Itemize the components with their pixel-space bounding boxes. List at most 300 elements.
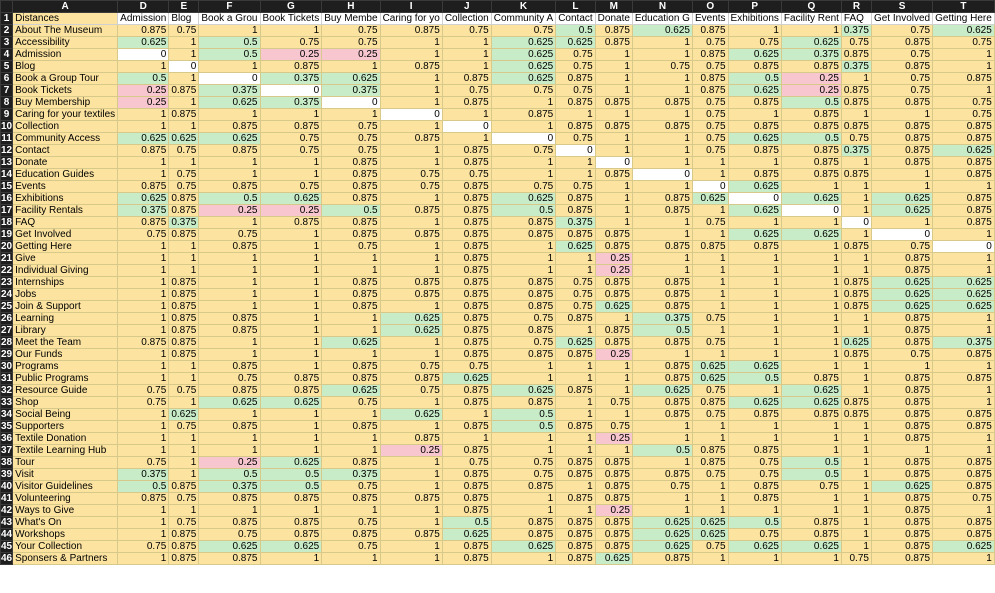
row-label-cell[interactable]: Social Being — [13, 409, 118, 421]
distance-cell[interactable]: 0.75 — [871, 25, 932, 37]
row-header[interactable]: 17 — [1, 205, 13, 216]
distance-cell[interactable]: 1 — [841, 181, 871, 193]
row-label-cell[interactable]: Community Access — [13, 133, 118, 145]
distance-cell[interactable]: 0.75 — [260, 37, 322, 49]
distance-cell[interactable]: 1 — [871, 169, 932, 181]
distance-cell[interactable]: 0.875 — [595, 337, 632, 349]
distance-cell[interactable]: 0 — [118, 49, 169, 61]
distance-cell[interactable]: 0.625 — [692, 361, 728, 373]
distance-cell[interactable]: 0.75 — [322, 481, 380, 493]
distance-cell[interactable]: 0.5 — [632, 445, 692, 457]
distance-cell[interactable]: 0.25 — [781, 85, 841, 97]
row-label-cell[interactable]: Resource Guide — [13, 385, 118, 397]
distance-cell[interactable]: 0.875 — [442, 97, 491, 109]
distance-cell[interactable]: 0.875 — [491, 217, 555, 229]
distance-cell[interactable]: 0.875 — [260, 61, 322, 73]
distance-cell[interactable]: 0.875 — [380, 61, 442, 73]
distance-cell[interactable]: 0.75 — [491, 181, 555, 193]
distance-cell[interactable]: 1 — [118, 529, 169, 541]
distance-cell[interactable]: 0.75 — [841, 133, 871, 145]
distance-cell[interactable]: 0.875 — [933, 373, 995, 385]
distance-cell[interactable]: 0.75 — [322, 37, 380, 49]
distance-cell[interactable]: 1 — [322, 445, 380, 457]
header-cell[interactable]: Events — [692, 13, 728, 25]
column-header-l[interactable]: L — [556, 1, 595, 13]
distance-cell[interactable]: 0.75 — [692, 313, 728, 325]
distance-cell[interactable]: 1 — [199, 265, 260, 277]
distance-cell[interactable]: 1 — [260, 361, 322, 373]
distance-cell[interactable]: 0.5 — [556, 25, 595, 37]
distance-cell[interactable]: 1 — [556, 397, 595, 409]
distance-cell[interactable]: 0.625 — [841, 337, 871, 349]
distance-cell[interactable]: 0.875 — [781, 121, 841, 133]
distance-cell[interactable]: 0.875 — [692, 445, 728, 457]
distance-cell[interactable]: 0.875 — [442, 421, 491, 433]
distance-cell[interactable]: 0.875 — [595, 541, 632, 553]
row-header[interactable]: 33 — [1, 397, 13, 408]
distance-cell[interactable]: 0.875 — [728, 481, 781, 493]
distance-cell[interactable]: 0.375 — [841, 145, 871, 157]
distance-cell[interactable]: 0.625 — [322, 337, 380, 349]
distance-cell[interactable]: 0.5 — [632, 325, 692, 337]
distance-cell[interactable]: 0.875 — [841, 85, 871, 97]
distance-cell[interactable]: 0.75 — [322, 517, 380, 529]
row-header[interactable]: 16 — [1, 193, 13, 204]
distance-cell[interactable]: 0.625 — [871, 205, 932, 217]
distance-cell[interactable]: 0.875 — [556, 73, 595, 85]
header-cell[interactable]: FAQ — [841, 13, 871, 25]
distance-cell[interactable]: 1 — [491, 433, 555, 445]
distance-cell[interactable]: 0.875 — [781, 517, 841, 529]
distance-cell[interactable]: 1 — [118, 325, 169, 337]
distance-cell[interactable]: 0.875 — [871, 61, 932, 73]
distance-cell[interactable]: 1 — [841, 73, 871, 85]
select-all-corner[interactable] — [1, 1, 13, 13]
distance-cell[interactable]: 1 — [442, 409, 491, 421]
distance-cell[interactable]: 0.875 — [781, 373, 841, 385]
distance-cell[interactable]: 1 — [380, 157, 442, 169]
distance-cell[interactable]: 0.875 — [728, 493, 781, 505]
distance-cell[interactable]: 0.875 — [933, 469, 995, 481]
distance-cell[interactable]: 0.375 — [118, 469, 169, 481]
distance-cell[interactable]: 1 — [491, 265, 555, 277]
distance-cell[interactable]: 0.875 — [491, 481, 555, 493]
distance-cell[interactable]: 0.625 — [595, 301, 632, 313]
distance-cell[interactable]: 1 — [728, 289, 781, 301]
distance-cell[interactable]: 0.625 — [491, 61, 555, 73]
distance-cell[interactable]: 1 — [871, 109, 932, 121]
distance-cell[interactable]: 0.375 — [260, 97, 322, 109]
distance-cell[interactable]: 0.875 — [728, 169, 781, 181]
distance-cell[interactable]: 0.875 — [871, 265, 932, 277]
distance-cell[interactable]: 0.375 — [933, 337, 995, 349]
distance-cell[interactable]: 1 — [841, 265, 871, 277]
distance-cell[interactable]: 1 — [556, 505, 595, 517]
distance-cell[interactable]: 0.875 — [595, 289, 632, 301]
distance-cell[interactable]: 1 — [841, 205, 871, 217]
distance-cell[interactable]: 1 — [380, 217, 442, 229]
distance-cell[interactable]: 1 — [841, 373, 871, 385]
distance-cell[interactable]: 1 — [118, 169, 169, 181]
distance-cell[interactable]: 0.625 — [491, 73, 555, 85]
distance-cell[interactable]: 0.75 — [260, 181, 322, 193]
distance-cell[interactable]: 0.875 — [169, 229, 199, 241]
distance-cell[interactable]: 1 — [933, 553, 995, 565]
column-header-m[interactable]: M — [595, 1, 632, 13]
distance-cell[interactable]: 0.5 — [728, 517, 781, 529]
distance-cell[interactable]: 0.875 — [169, 481, 199, 493]
distance-cell[interactable]: 1 — [692, 253, 728, 265]
distance-cell[interactable]: 0.75 — [692, 37, 728, 49]
row-label-cell[interactable]: Internships — [13, 277, 118, 289]
row-label-cell[interactable]: Caring for your textiles — [13, 109, 118, 121]
distance-cell[interactable]: 1 — [933, 505, 995, 517]
distance-cell[interactable]: 0.875 — [260, 217, 322, 229]
distance-cell[interactable]: 1 — [632, 109, 692, 121]
distance-cell[interactable]: 0.875 — [595, 277, 632, 289]
row-label-cell[interactable]: Admission — [13, 49, 118, 61]
distance-cell[interactable]: 0.875 — [871, 457, 932, 469]
distance-cell[interactable]: 0.75 — [632, 481, 692, 493]
distance-cell[interactable]: 1 — [169, 469, 199, 481]
distance-cell[interactable]: 1 — [781, 253, 841, 265]
distance-cell[interactable]: 0.875 — [728, 97, 781, 109]
distance-cell[interactable]: 0.75 — [169, 421, 199, 433]
distance-cell[interactable]: 0.875 — [380, 133, 442, 145]
distance-cell[interactable]: 0.625 — [322, 73, 380, 85]
distance-cell[interactable]: 1 — [169, 265, 199, 277]
distance-cell[interactable]: 0.25 — [118, 97, 169, 109]
distance-cell[interactable]: 0.75 — [841, 37, 871, 49]
distance-cell[interactable]: 1 — [841, 361, 871, 373]
column-header-k[interactable]: K — [491, 1, 555, 13]
header-cell[interactable]: Contact — [556, 13, 595, 25]
distance-cell[interactable]: 0.875 — [933, 457, 995, 469]
distance-cell[interactable]: 1 — [595, 61, 632, 73]
distance-cell[interactable]: 0.875 — [260, 517, 322, 529]
distance-cell[interactable]: 1 — [380, 37, 442, 49]
row-label-cell[interactable]: Give — [13, 253, 118, 265]
distance-cell[interactable]: 1 — [491, 553, 555, 565]
distance-cell[interactable]: 0.625 — [728, 133, 781, 145]
distance-cell[interactable]: 0.875 — [556, 421, 595, 433]
distance-cell[interactable]: 0.875 — [632, 301, 692, 313]
distance-cell[interactable]: 1 — [632, 85, 692, 97]
distance-cell[interactable]: 1 — [933, 253, 995, 265]
distance-cell[interactable]: 0.875 — [841, 289, 871, 301]
header-cell[interactable]: Book Tickets — [260, 13, 322, 25]
distance-cell[interactable]: 0.875 — [380, 433, 442, 445]
distance-cell[interactable]: 0.875 — [595, 529, 632, 541]
distance-cell[interactable]: 0.875 — [322, 301, 380, 313]
distance-cell[interactable]: 0.75 — [692, 145, 728, 157]
distance-cell[interactable]: 1 — [118, 409, 169, 421]
header-cell-distances[interactable]: Distances — [13, 13, 118, 25]
distance-cell[interactable]: 0.875 — [199, 325, 260, 337]
distance-cell[interactable]: 0.875 — [595, 121, 632, 133]
distance-cell[interactable]: 0.875 — [169, 85, 199, 97]
distance-cell[interactable]: 1 — [322, 313, 380, 325]
distance-cell[interactable]: 0.875 — [781, 157, 841, 169]
distance-cell[interactable]: 0.875 — [556, 553, 595, 565]
distance-cell[interactable]: 1 — [841, 505, 871, 517]
distance-cell[interactable]: 0.875 — [632, 397, 692, 409]
header-cell[interactable]: Education G — [632, 13, 692, 25]
distance-cell[interactable]: 1 — [841, 517, 871, 529]
distance-cell[interactable]: 0.875 — [556, 121, 595, 133]
distance-cell[interactable]: 0.375 — [169, 217, 199, 229]
distance-cell[interactable]: 1 — [491, 505, 555, 517]
distance-cell[interactable]: 0.25 — [595, 433, 632, 445]
distance-cell[interactable]: 0.5 — [322, 205, 380, 217]
distance-cell[interactable]: 1 — [595, 385, 632, 397]
distance-cell[interactable]: 0.875 — [322, 181, 380, 193]
row-label-cell[interactable]: Learning — [13, 313, 118, 325]
distance-cell[interactable]: 1 — [169, 49, 199, 61]
distance-cell[interactable]: 0.75 — [871, 241, 932, 253]
distance-cell[interactable]: 1 — [260, 433, 322, 445]
distance-cell[interactable]: 1 — [118, 445, 169, 457]
distance-cell[interactable]: 1 — [933, 61, 995, 73]
distance-cell[interactable]: 1 — [595, 205, 632, 217]
distance-cell[interactable]: 1 — [841, 493, 871, 505]
row-header[interactable]: 4 — [1, 49, 13, 61]
distance-cell[interactable]: 0.75 — [322, 397, 380, 409]
distance-cell[interactable]: 0.625 — [491, 541, 555, 553]
distance-cell[interactable]: 0.875 — [442, 493, 491, 505]
distance-cell[interactable]: 0.625 — [632, 517, 692, 529]
row-header[interactable]: 11 — [1, 133, 12, 144]
row-label-cell[interactable]: Donate — [13, 157, 118, 169]
row-header[interactable]: 20 — [1, 241, 13, 252]
row-header[interactable]: 2 — [1, 25, 13, 37]
distance-cell[interactable]: 0.75 — [595, 421, 632, 433]
distance-cell[interactable]: 1 — [199, 109, 260, 121]
distance-cell[interactable]: 0.875 — [442, 505, 491, 517]
distance-cell[interactable]: 1 — [632, 49, 692, 61]
distance-cell[interactable]: 0.875 — [871, 145, 932, 157]
distance-cell[interactable]: 0.875 — [442, 205, 491, 217]
row-header[interactable]: 46 — [1, 553, 13, 564]
distance-cell[interactable]: 1 — [380, 241, 442, 253]
distance-cell[interactable]: 1 — [933, 361, 995, 373]
distance-cell[interactable]: 1 — [692, 265, 728, 277]
distance-cell[interactable]: 1 — [781, 337, 841, 349]
distance-cell[interactable]: 1 — [692, 205, 728, 217]
distance-cell[interactable]: 0.875 — [442, 181, 491, 193]
distance-cell[interactable]: 0.75 — [199, 229, 260, 241]
distance-cell[interactable]: 0.875 — [322, 169, 380, 181]
distance-cell[interactable]: 1 — [595, 361, 632, 373]
distance-cell[interactable]: 0.625 — [118, 37, 169, 49]
distance-cell[interactable]: 0.875 — [169, 193, 199, 205]
distance-cell[interactable]: 1 — [841, 253, 871, 265]
distance-cell[interactable]: 0.75 — [728, 529, 781, 541]
distance-cell[interactable]: 0.75 — [933, 493, 995, 505]
row-header[interactable]: 26 — [1, 313, 13, 324]
distance-cell[interactable]: 0.875 — [442, 385, 491, 397]
distance-cell[interactable]: 0.75 — [491, 145, 555, 157]
column-header-a[interactable]: A — [13, 1, 118, 13]
distance-cell[interactable]: 1 — [442, 133, 491, 145]
distance-cell[interactable]: 1 — [169, 433, 199, 445]
distance-cell[interactable]: 0.625 — [781, 193, 841, 205]
row-header[interactable]: 9 — [1, 109, 13, 121]
row-header[interactable]: 21 — [1, 253, 13, 264]
distance-cell[interactable]: 0.75 — [380, 181, 442, 193]
row-header[interactable]: 7 — [1, 85, 13, 97]
distance-cell[interactable]: 0.875 — [871, 433, 932, 445]
distance-cell[interactable]: 1 — [322, 553, 380, 565]
distance-cell[interactable]: 0.625 — [632, 541, 692, 553]
column-header-j[interactable]: J — [442, 1, 491, 13]
distance-cell[interactable]: 0.875 — [380, 493, 442, 505]
distance-cell[interactable]: 1 — [871, 361, 932, 373]
distance-cell[interactable]: 0 — [781, 205, 841, 217]
distance-cell[interactable]: 0.875 — [841, 121, 871, 133]
row-header[interactable]: 8 — [1, 97, 13, 109]
distance-cell[interactable]: 0.5 — [728, 73, 781, 85]
distance-cell[interactable]: 1 — [556, 109, 595, 121]
distance-cell[interactable]: 0.75 — [380, 169, 442, 181]
distance-cell[interactable]: 1 — [380, 505, 442, 517]
distance-cell[interactable]: 1 — [380, 421, 442, 433]
distance-cell[interactable]: 1 — [260, 289, 322, 301]
distance-cell[interactable]: 0.75 — [118, 229, 169, 241]
distance-cell[interactable]: 1 — [595, 73, 632, 85]
distance-cell[interactable]: 0.875 — [871, 313, 932, 325]
row-header[interactable]: 3 — [1, 37, 13, 49]
distance-cell[interactable]: 1 — [933, 313, 995, 325]
distance-cell[interactable]: 1 — [632, 217, 692, 229]
distance-cell[interactable]: 1 — [728, 253, 781, 265]
row-header[interactable]: 24 — [1, 289, 13, 300]
row-label-cell[interactable]: Getting Here — [13, 241, 118, 253]
distance-cell[interactable]: 0.875 — [322, 277, 380, 289]
distance-cell[interactable]: 0.875 — [169, 205, 199, 217]
distance-cell[interactable]: 0.5 — [491, 409, 555, 421]
distance-cell[interactable]: 1 — [841, 193, 871, 205]
row-header[interactable]: 23 — [1, 277, 13, 288]
distance-cell[interactable]: 0.25 — [595, 253, 632, 265]
distance-cell[interactable]: 0.75 — [442, 361, 491, 373]
distance-cell[interactable]: 0.5 — [260, 481, 322, 493]
distance-cell[interactable]: 0.875 — [595, 493, 632, 505]
distance-cell[interactable]: 0.875 — [169, 325, 199, 337]
distance-cell[interactable]: 0 — [692, 181, 728, 193]
distance-cell[interactable]: 0.75 — [169, 181, 199, 193]
distance-cell[interactable]: 1 — [260, 229, 322, 241]
distance-cell[interactable]: 1 — [692, 277, 728, 289]
distance-cell[interactable]: 0.875 — [595, 241, 632, 253]
row-header[interactable]: 42 — [1, 505, 13, 516]
distance-cell[interactable]: 1 — [595, 373, 632, 385]
distance-cell[interactable]: 0.875 — [781, 529, 841, 541]
distance-cell[interactable]: 0.875 — [871, 553, 932, 565]
distance-cell[interactable]: 0.875 — [871, 397, 932, 409]
distance-cell[interactable]: 0.875 — [728, 409, 781, 421]
distance-cell[interactable]: 0.875 — [841, 301, 871, 313]
distance-cell[interactable]: 0.75 — [692, 217, 728, 229]
distance-cell[interactable]: 0.875 — [169, 553, 199, 565]
distance-cell[interactable]: 0.875 — [871, 37, 932, 49]
distance-cell[interactable]: 0.875 — [933, 73, 995, 85]
distance-cell[interactable]: 0.875 — [556, 529, 595, 541]
distance-cell[interactable]: 0.875 — [781, 61, 841, 73]
distance-cell[interactable]: 1 — [728, 505, 781, 517]
column-header-n[interactable]: N — [632, 1, 692, 13]
distance-cell[interactable]: 0.875 — [169, 277, 199, 289]
distance-cell[interactable]: 0.5 — [728, 373, 781, 385]
distance-cell[interactable]: 0.875 — [442, 481, 491, 493]
distance-cell[interactable]: 1 — [692, 301, 728, 313]
distance-cell[interactable]: 0.625 — [380, 409, 442, 421]
distance-cell[interactable]: 1 — [491, 121, 555, 133]
distance-cell[interactable]: 0.875 — [728, 61, 781, 73]
distance-cell[interactable]: 0.625 — [442, 529, 491, 541]
distance-cell[interactable]: 1 — [380, 553, 442, 565]
distance-cell[interactable]: 1 — [632, 73, 692, 85]
distance-cell[interactable]: 0.625 — [692, 529, 728, 541]
distance-cell[interactable]: 0.875 — [871, 517, 932, 529]
distance-cell[interactable]: 0.875 — [871, 121, 932, 133]
distance-cell[interactable]: 1 — [692, 325, 728, 337]
row-header[interactable]: 12 — [1, 145, 13, 156]
distance-cell[interactable]: 0.875 — [491, 301, 555, 313]
distance-cell[interactable]: 0 — [260, 85, 322, 97]
distance-cell[interactable]: 1 — [118, 349, 169, 361]
row-header[interactable]: 29 — [1, 349, 13, 360]
row-header[interactable]: 18 — [1, 217, 13, 228]
distance-cell[interactable]: 0.875 — [595, 457, 632, 469]
distance-cell[interactable]: 0.75 — [260, 145, 322, 157]
distance-cell[interactable]: 0.875 — [841, 349, 871, 361]
distance-cell[interactable]: 1 — [491, 445, 555, 457]
distance-cell[interactable]: 0.625 — [871, 481, 932, 493]
distance-cell[interactable]: 0.875 — [491, 325, 555, 337]
distance-cell[interactable]: 0.875 — [841, 49, 871, 61]
column-header-q[interactable]: Q — [781, 1, 841, 13]
distance-cell[interactable]: 1 — [781, 181, 841, 193]
row-label-cell[interactable]: Visitor Guidelines — [13, 481, 118, 493]
distance-cell[interactable]: 0.625 — [933, 25, 995, 37]
distance-cell[interactable]: 1 — [556, 325, 595, 337]
distance-cell[interactable]: 0.75 — [491, 313, 555, 325]
row-header[interactable]: 38 — [1, 457, 13, 468]
distance-cell[interactable]: 0.875 — [595, 37, 632, 49]
distance-cell[interactable]: 1 — [380, 85, 442, 97]
distance-cell[interactable]: 0.25 — [380, 445, 442, 457]
distance-cell[interactable]: 0.875 — [595, 325, 632, 337]
distance-cell[interactable]: 0.875 — [442, 301, 491, 313]
distance-cell[interactable]: 1 — [781, 505, 841, 517]
row-label-cell[interactable]: What's On — [13, 517, 118, 529]
distance-cell[interactable]: 1 — [442, 433, 491, 445]
row-header[interactable]: 36 — [1, 433, 13, 444]
distance-cell[interactable]: 0 — [442, 121, 491, 133]
distance-cell[interactable]: 0 — [380, 109, 442, 121]
distance-cell[interactable]: 0.875 — [632, 469, 692, 481]
distance-cell[interactable]: 0.75 — [632, 61, 692, 73]
distance-cell[interactable]: 1 — [841, 469, 871, 481]
distance-cell[interactable]: 0.875 — [933, 517, 995, 529]
distance-cell[interactable]: 0.875 — [380, 25, 442, 37]
distance-cell[interactable]: 1 — [260, 505, 322, 517]
distance-cell[interactable]: 1 — [632, 505, 692, 517]
row-label-cell[interactable]: Join & Support — [13, 301, 118, 313]
distance-cell[interactable]: 0.75 — [118, 397, 169, 409]
distance-cell[interactable]: 0.75 — [491, 457, 555, 469]
